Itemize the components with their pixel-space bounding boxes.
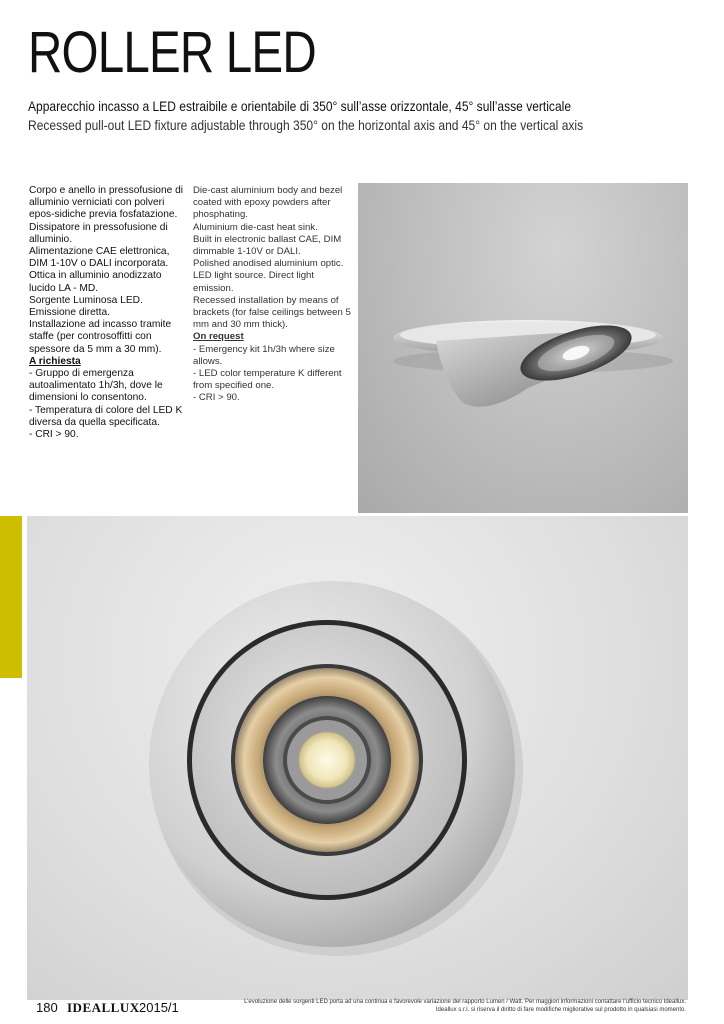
brand-logo: IDEALLUX [67,1000,140,1015]
on-request-item: - Emergency kit 1h/3h where size allows. [193,343,335,367]
desc-line: Ottica in alluminio anodizzato lucido LA - MD. [29,270,162,294]
desc-line: Installazione ad incasso tramite staffe (per controsoffitti con spessore da 5 mm a 30 mm). [29,319,172,355]
desc-line: Dissipatore in pressofusione di alluminio. [29,221,168,245]
subtitle-english: Recessed pull-out LED fixture adjustable through 350° on the horizontal axis and 45° on the vertical axis [28,117,584,133]
desc-line: Sorgente Luminosa LED. [29,294,143,306]
disclaimer-line: Ideallux s.r.l. si riserva il diritto di fare modifiche migliorative sul prodotto in qualsiasi momento. [435,1007,686,1013]
footer-disclaimer [206,998,686,1014]
product-photo-front [27,516,688,1000]
accent-bar [0,516,22,678]
desc-line: Emissione diretta. [29,307,110,319]
disclaimer-line: L’evoluzione delle sorgenti LED porta ad una continua e favorevole variazione del rapporto Lumen / Watt. Per maggiori informazioni contattare l’ufficio tecnico Ideallux. [244,999,686,1005]
description-italian [29,185,187,441]
desc-line: Polished anodised aluminium optic. [193,258,344,270]
description-english [193,185,353,405]
subtitle-italian: Apparecchio incasso a LED estraibile e orientabile di 350° sull’asse orizzontale, 45° sull’asse verticale [28,98,572,114]
on-request-item: - LED color temperature K different from specified one. [193,368,342,392]
desc-line: Recessed installation by means of brackets (for false ceilings between 5 mm and 30 mm thick). [193,294,351,331]
on-request-heading: A richiesta [29,355,81,367]
on-request-item: - CRI > 90. [29,429,79,441]
desc-line: LED light source. Direct light emission. [193,270,315,294]
desc-line: Alimentazione CAE elettronica, DIM 1-10V o DALI incorporata. [29,246,170,270]
on-request-item: - Gruppo di emergenza autoalimentato 1h/3h, dove le dimensioni lo consentono. [29,368,163,404]
desc-line: Aluminium die-cast heat sink. [193,221,318,233]
on-request-item: - CRI > 90. [193,392,240,404]
desc-line: Built in electronic ballast CAE, DIM dimmable 1-10V or DALI. [193,233,342,258]
catalog-edition: 2015/1 [139,1000,179,1015]
desc-line: Corpo e anello in pressofusione di alluminio verniciati con polveri epos-sidiche previa fosfatazione. [29,185,184,221]
on-request-item: - Temperatura di colore del LED K diversa da quella specificata. [29,404,183,428]
product-photo-side [358,183,688,513]
roller-side-illustration [358,183,688,513]
product-title: ROLLER LED [28,20,316,85]
page-number: 180 [36,1000,58,1015]
desc-line: Die-cast aluminium body and bezel coated with epoxy powders after phosphating. [193,185,343,221]
roller-front-illustration [27,516,688,1000]
on-request-heading: On request [193,331,244,343]
